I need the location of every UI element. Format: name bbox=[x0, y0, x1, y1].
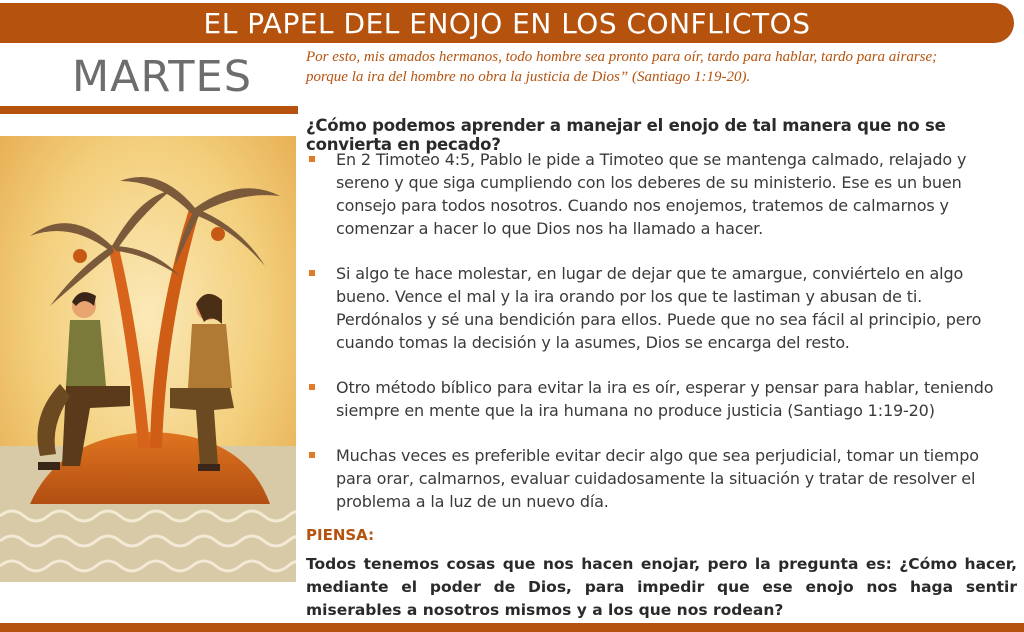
bible-verse bbox=[306, 47, 1006, 87]
bullet-list bbox=[306, 148, 1006, 535]
footer-bar bbox=[0, 623, 1024, 632]
bullet-square-icon bbox=[309, 384, 315, 390]
question-heading: ¿Cómo podemos aprender a manejar el enojo de tal manera que no se convierta en pecado? bbox=[306, 116, 946, 154]
list-item-text: En 2 Timoteo 4:5, Pablo le pide a Timoteo que se mantenga calmado, relajado y sereno y que siga cumpliendo con los deberes de su ministerio. Ese es un buen consejo para todos nosotros. Cuando nos enojemos, tratemos de calmarnos y comenzar a hacer lo que Dios nos ha llamado a hacer. bbox=[336, 150, 967, 238]
island-illustration bbox=[0, 136, 296, 582]
title-banner bbox=[0, 3, 1014, 43]
page-title: EL PAPEL DEL ENOJO EN LOS CONFLICTOS bbox=[203, 6, 811, 40]
verse-line-1: Por esto, mis amados hermanos, todo hombre sea pronto para oír, tardo para hablar, tardo para airarse; bbox=[306, 49, 938, 65]
verse-line-2: porque la ira del hombre no obra la justicia de Dios” (Santiago 1:19-20). bbox=[306, 69, 751, 85]
bullet-square-icon bbox=[309, 270, 315, 276]
list-item-text: Muchas veces es preferible evitar decir algo que sea perjudicial, tomar un tiempo para orar, calmarnos, evaluar cuidadosamente la situación y tratar de resolver el problema a la luz de un nuevo día. bbox=[336, 446, 979, 511]
list-item bbox=[306, 262, 1006, 354]
piensa-text: Todos tenemos cosas que nos hacen enojar, pero la pregunta es: ¿Cómo hacer, mediante el poder de Dios, para impedir que ese enojo nos haga sentir miserables a nosotros mismos y a los que nos rodean? bbox=[306, 555, 1017, 619]
divider bbox=[0, 106, 298, 114]
list-item-text: Si algo te hace molestar, en lugar de dejar que te amargue, conviértelo en algo bueno. Vence el mal y la ira orando por los que te lastiman y abusan de ti. Perdónalos y sé una bendición para ellos. Puede que no sea fácil al principio, pero cuando tomas la decisión y la asumes, Dios se encarga del resto. bbox=[336, 264, 982, 352]
bullet-square-icon bbox=[309, 452, 315, 458]
list-item bbox=[306, 148, 1006, 240]
bullet-square-icon bbox=[309, 156, 315, 162]
list-item bbox=[306, 376, 1006, 422]
coconut bbox=[73, 249, 87, 263]
piensa-label: PIENSA: bbox=[306, 526, 375, 544]
list-item-text: Otro método bíblico para evitar la ira es oír, esperar y pensar para hablar, teniendo siempre en mente que la ira humana no produce justicia (Santiago 1:19-20) bbox=[336, 378, 994, 420]
list-item bbox=[306, 444, 1006, 513]
day-label: MARTES bbox=[72, 52, 252, 102]
coconut bbox=[211, 227, 225, 241]
